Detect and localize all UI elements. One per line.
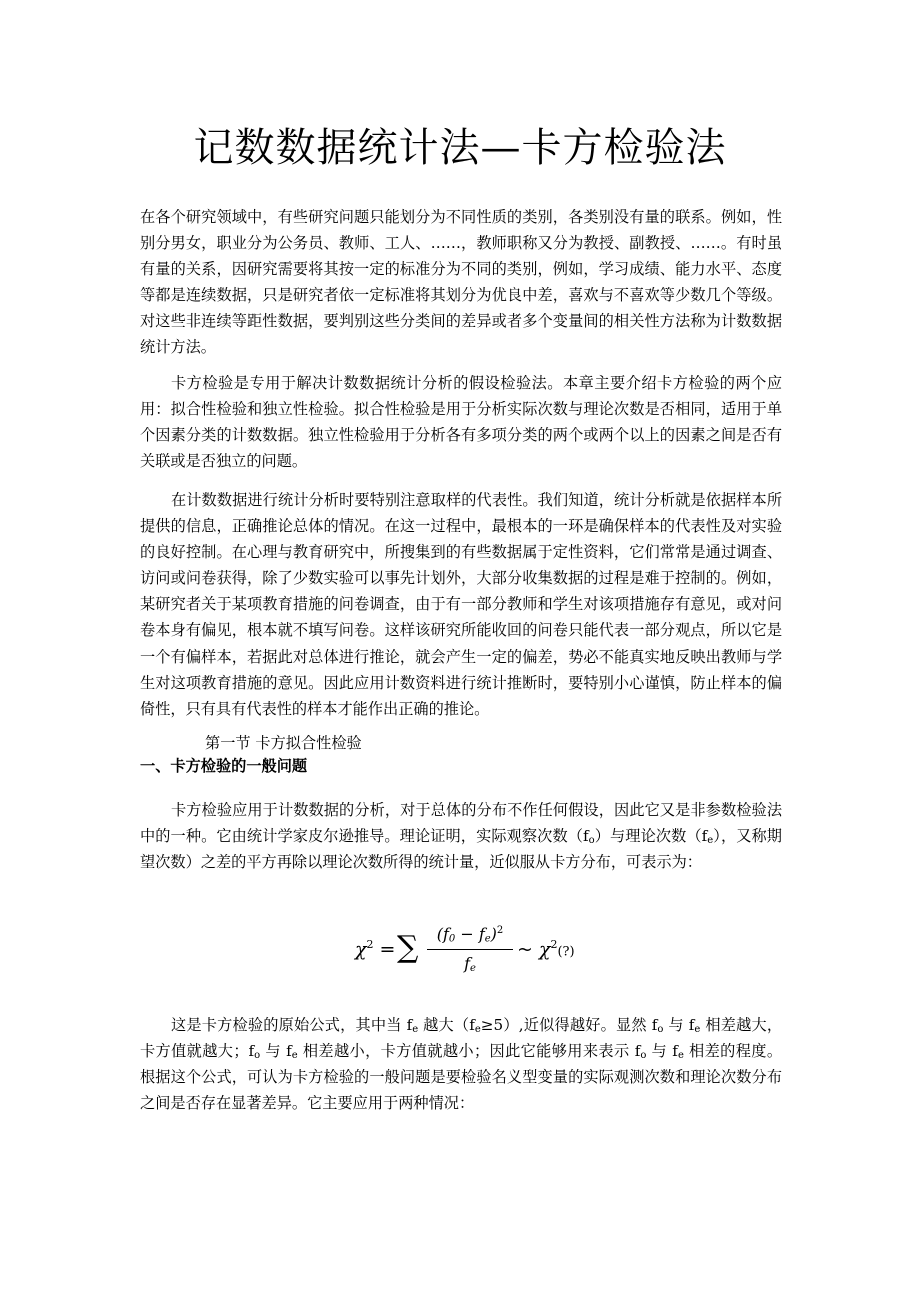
- subsection-heading: 一、卡方检验的一般问题: [140, 757, 308, 775]
- section-heading: 第一节 卡方拟合性检验: [205, 734, 362, 752]
- text-run: 卡方检验应用于计数数据的分析，对于总体的分布不作任何假设，因此它又是非参数检验法中的一种。它由统计学家皮尔逊推导。理论证明，实际观察次数（f: [140, 801, 782, 846]
- subscript: e: [470, 963, 476, 975]
- text-run: ): [490, 924, 497, 944]
- chi-square-definition-paragraph: [140, 797, 782, 875]
- subscript: e: [484, 933, 491, 945]
- subscript: e: [474, 1024, 481, 1035]
- fraction-denominator: [427, 950, 513, 978]
- formula-rhs: [517, 938, 575, 960]
- exponent: 2: [550, 938, 558, 951]
- document-title: 记数数据统计法—卡方检验法: [193, 125, 727, 171]
- subscript: o: [657, 1024, 664, 1035]
- text-run: 与 f: [646, 1042, 678, 1061]
- subscript: o: [640, 1050, 647, 1062]
- text-run: ≥5）,近似得越好。显然 f: [480, 1016, 658, 1034]
- fraction-numerator: [427, 918, 513, 947]
- text-run: f: [464, 954, 470, 974]
- subscript: 0: [448, 933, 456, 945]
- text-run: 相差越大，卡方值就越大；f: [140, 1016, 783, 1061]
- subscript: e: [707, 835, 714, 847]
- text-run: 相差越小，卡方值就越小；因此它能够用来表示 f: [297, 1042, 641, 1061]
- text-run: 与 f: [663, 1016, 695, 1034]
- chi-symbol: χ: [355, 938, 367, 961]
- subscript: o: [588, 835, 595, 847]
- formula-lhs: [355, 938, 395, 960]
- chi-square-formula: [355, 918, 575, 982]
- subscript: e: [677, 1050, 684, 1062]
- text-run: 这是卡方检验的原始公式，其中当 f: [171, 1016, 413, 1034]
- formula-fraction: [427, 918, 513, 978]
- exponent: 2: [366, 938, 374, 951]
- text-run: 相差的程度。根据这个公式，可认为卡方检验的一般问题是要检验名义型变量的实际观测次数和理论次数分布之间是否存在显著差异。它主要应用于两种情况：: [140, 1042, 783, 1113]
- subscript: e: [291, 1050, 298, 1062]
- chi-square-overview-paragraph: 卡方检验是专用于解决计数数据统计分析的假设检验法。本章主要介绍卡方检验的两个应用：拟合性检验和独立性检验。拟合性检验是用于分析实际次数与理论次数是否相同，适用于单个因素分类的计数数据。独立性检验用于分析各有多项分类的两个或两个以上的因素之间是否有关联或是否独立的问题。: [140, 374, 782, 471]
- text-run: (f: [436, 924, 449, 944]
- subscript: e: [694, 1024, 701, 1035]
- text-run: 与 f: [260, 1042, 292, 1061]
- text-run: 越大（f: [418, 1016, 475, 1034]
- degrees-of-freedom: (?): [557, 944, 575, 960]
- formula-explanation-paragraph: [140, 1012, 782, 1116]
- equals-sign: =: [373, 938, 396, 961]
- exponent: 2: [496, 925, 504, 936]
- subscript: e: [412, 1024, 419, 1035]
- intro-paragraph: 在各个研究领域中，有些研究问题只能划分为不同性质的类别，各类别没有量的联系。例如，性别分男女，职业分为公务员、教师、工人、……，教师职称又分为教授、副教授、……。有时虽有量的关系，因研究需要将其按一定的标准分为不同的类别，例如，学习成绩、能力水平、态度等都是连续数据，只是研究者依一定标准将其划分为优良中差，喜欢与不喜欢等少数几个等级。对这些非连续等距性数据，要判别这些分类间的差异或者多个变量间的相关性方法称为计数数据统计方法。: [140, 208, 782, 357]
- text-run: ），又称期望次数）之差的平方再除以理论次数所得的统计量，近似服从卡方分布，可表示为：: [140, 827, 782, 872]
- sampling-representativeness-paragraph: 在计数数据进行统计分析时要特别注意取样的代表性。我们知道，统计分析就是依据样本所提供的信息，正确推论总体的情况。在这一过程中，最根本的一环是确保样本的代表性及对实验的良好控制。在心理与教育研究中，所搜集到的有些数据属于定性资料，它们常常是通过调查、访问或问卷获得，除了少数实验可以事先计划外，大部分收集数据的过程是难于控制的。例如，某研究者关于某项教育措施的问卷调查，由于有一部分教师和学生对该项措施存有意见，或对问卷本身有偏见，根本就不填写问卷。这样该研究所能收回的问卷只能代表一部分观点，所以它是一个有偏样本，若据此对总体进行推论，就会产生一定的偏差，势必不能真实地反映出教师与学生对这项教育措施的意见。因此应用计数资料进行统计推断时，要特别小心谨慎，防止样本的偏倚性，只有具有代表性的样本才能作出正确的推论。: [140, 491, 782, 718]
- text-run: − f: [455, 924, 485, 944]
- summation-icon: ∑: [397, 930, 419, 965]
- text-run: ~ χ: [517, 938, 551, 961]
- subscript: o: [254, 1050, 261, 1062]
- text-run: ）与理论次数（f: [594, 827, 708, 846]
